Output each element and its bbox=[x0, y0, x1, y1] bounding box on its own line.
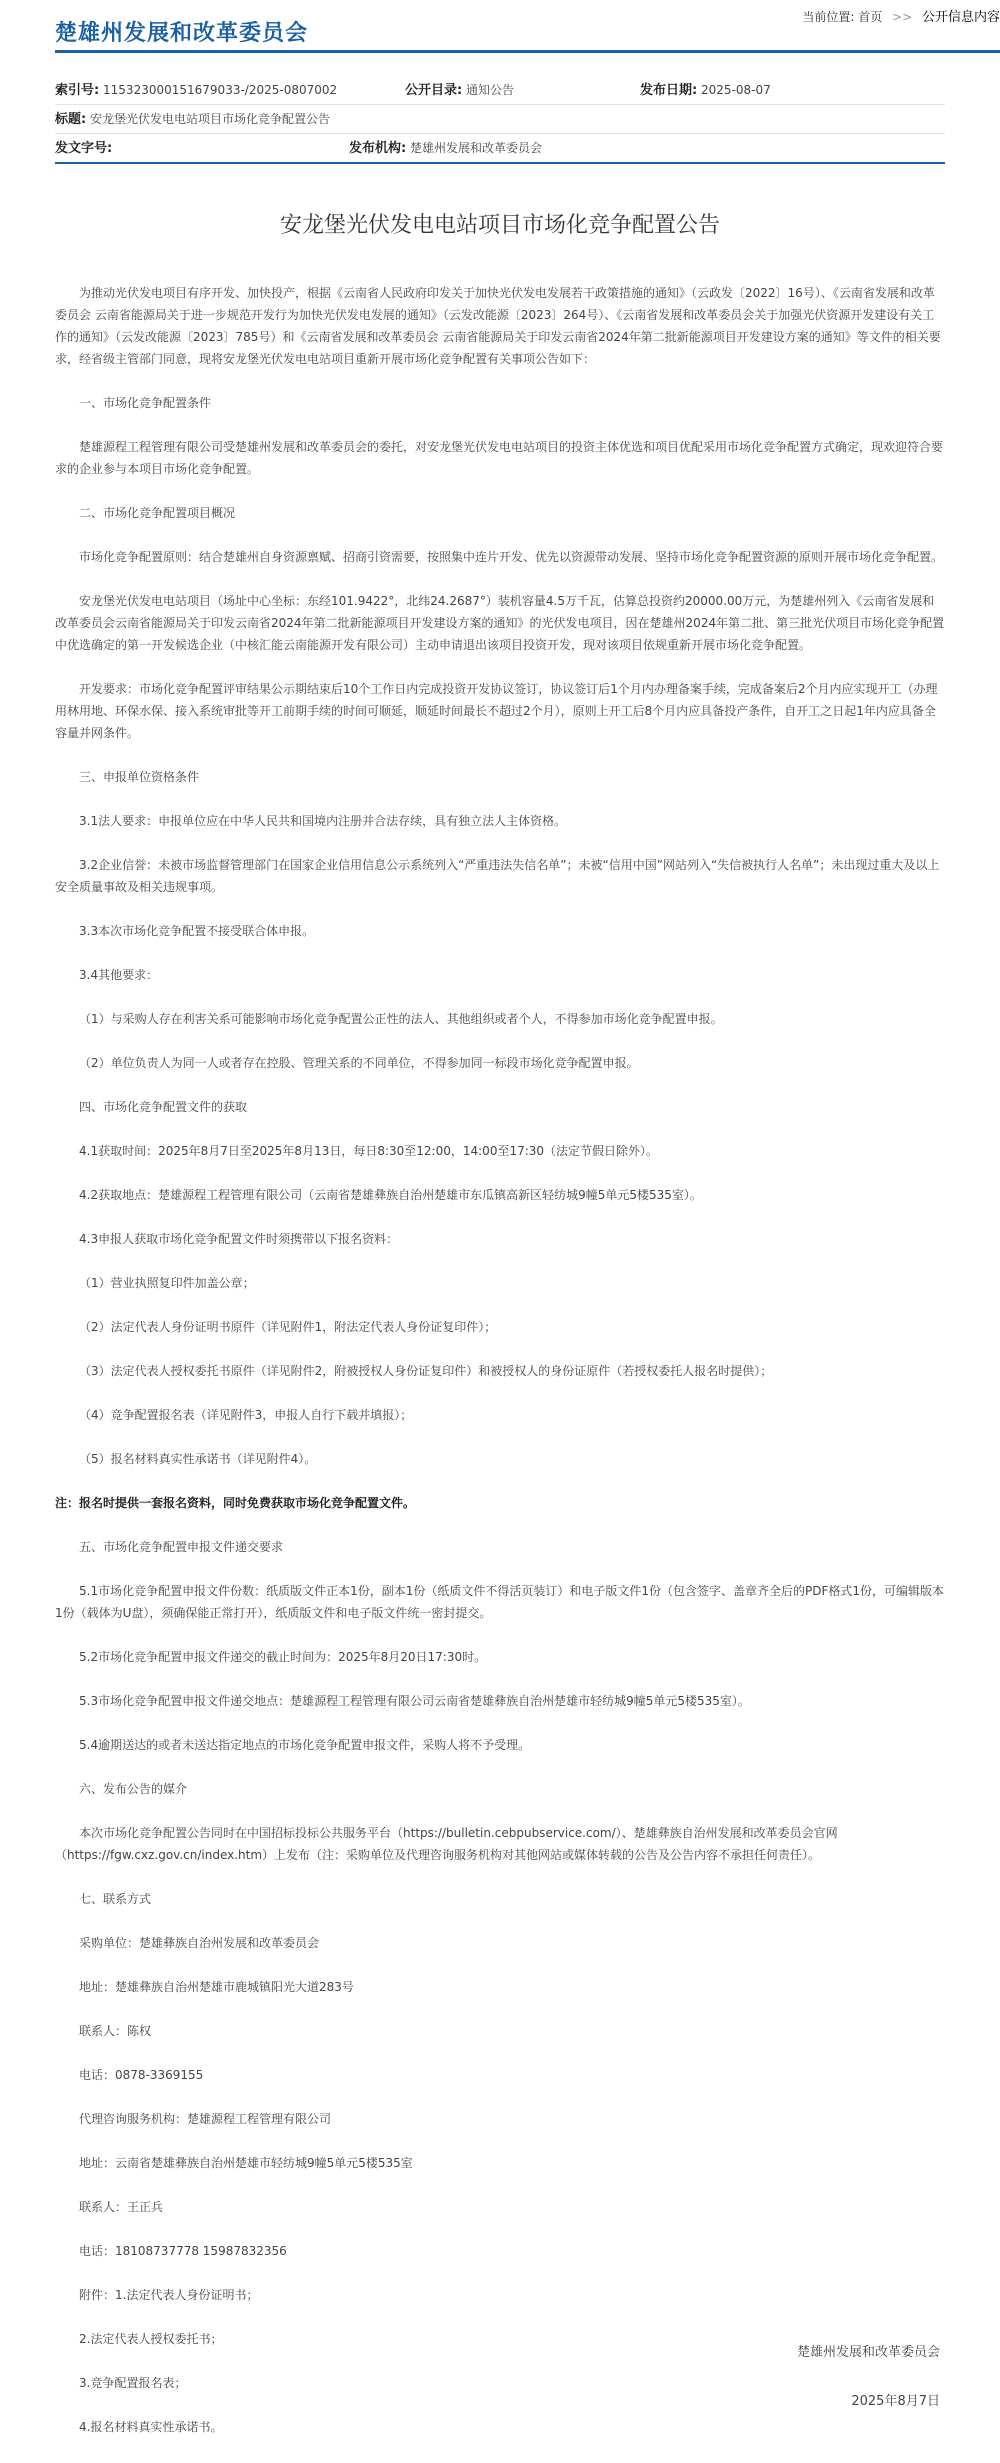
note-paragraph: 注：报名时提供一套报名资料，同时免费获取市场化竞争配置文件。 bbox=[55, 1496, 416, 1510]
paragraph: 市场化竞争配置原则：结合楚雄州自身资源禀赋、招商引资需要，按照集中连片开发、优先以资源带动发展、坚持市场化竞争配置资源的原则开展市场化竞争配置。 bbox=[79, 550, 944, 564]
meta-row bbox=[55, 105, 945, 134]
contact-line: 电话：18108737778 15987832356 bbox=[79, 2244, 287, 2258]
org-field bbox=[349, 134, 542, 163]
paragraph: 5.2市场化竞争配置申报文件递交的截止时间为：2025年8月20日17:30时。 bbox=[79, 1650, 487, 1664]
signature-block bbox=[797, 2341, 940, 2439]
meta-row bbox=[55, 76, 945, 105]
contact-line: 联系人：王正兵 bbox=[79, 2200, 164, 2214]
attachment-item: 3.竞争配置报名表； bbox=[79, 2376, 187, 2390]
article-body bbox=[55, 282, 945, 2460]
subject-label: 标题: bbox=[55, 112, 87, 127]
section-heading: 五、市场化竞争配置申报文件递交要求 bbox=[79, 1540, 284, 1554]
subject-value: 安龙堡光伏发电电站项目市场化竞争配置公告 bbox=[90, 112, 331, 126]
paragraph: 本次市场化竞争配置公告同时在中国招标投标公共服务平台（https://bulletin.cebpubservice.com/）、楚雄彝族自治州发展和改革委员会官网（https://fgw.cxz.gov.cn/index.htm）上发布（注：采购单位及代理咨询服务机构对其他网站或媒体转载的公告及公告内容不承担任何责任）。 bbox=[55, 1826, 838, 1862]
docno-field bbox=[55, 134, 112, 163]
paragraph: （2）单位负责人为同一人或者存在控股、管理关系的不同单位，不得参加同一标段市场化竞争配置申报。 bbox=[79, 1056, 639, 1070]
signer: 楚雄州发展和改革委员会 bbox=[796, 2345, 940, 2360]
catalog-label: 公开目录: bbox=[405, 83, 463, 98]
section-heading: 三、申报单位资格条件 bbox=[79, 770, 200, 784]
paragraph: 5.3市场化竞争配置申报文件递交地点：楚雄源程工程管理有限公司云南省楚雄彝族自治州楚雄市轻纺城9幢5单元5楼535室）。 bbox=[79, 1694, 750, 1708]
attachment-item: 附件：1.法定代表人身份证明书； bbox=[79, 2288, 259, 2302]
section-heading: 七、联系方式 bbox=[79, 1892, 152, 1906]
paragraph: （1）与采购人存在利害关系可能影响市场化竞争配置公正性的法人、其他组织或者个人，不得参加市场化竞争配置申报。 bbox=[79, 1012, 723, 1026]
paragraph: 4.2获取地点：楚雄源程工程管理有限公司（云南省楚雄彝族自治州楚雄市东瓜镇高新区轻纺城9幢5单元5楼535室）。 bbox=[79, 1188, 702, 1202]
date-label: 发布日期: bbox=[640, 83, 698, 98]
catalog-value: 通知公告 bbox=[466, 83, 515, 97]
meta-row bbox=[55, 134, 945, 162]
org-value: 楚雄州发展和改革委员会 bbox=[410, 141, 543, 155]
breadcrumb-current: 公开信息内容 bbox=[921, 10, 1000, 25]
paragraph: 开发要求：市场化竞争配置评审结果公示期结束后10个工作日内完成投资开发协议签订，协议签订后1个月内办理备案手续，完成备案后2个月内应实现开工（办理用林用地、环保水保、接入系统审批等开工前期手续的时间可顺延，顺延时间最长不超过2个月），原则上开工后8个月内应具备投产条件，自开工之日起1年内应具备全容量并网条件。 bbox=[55, 682, 938, 740]
contact-line: 地址：楚雄彝族自治州楚雄市鹿城镇阳光大道283号 bbox=[79, 1980, 354, 1994]
paragraph: 安龙堡光伏发电电站项目（场址中心坐标：东经101.9422°，北纬24.2687°）装机容量4.5万千瓦，估算总投资约20000.00万元，为楚雄州列入《云南省发展和改革委员会云南省能源局关于印发云南省2024年第二批新能源项目开发建设方案的通知》的光伏发电项目，因在楚雄州2024年第二批、第三批光伏项目市场化竞争配置中优选确定的第一开发候选企业（中核汇能云南能源开发有限公司）主动申请退出该项目投资开发，现对该项目依规重新开展市场化竞争配置。 bbox=[55, 594, 945, 652]
attachment-item: 2.法定代表人授权委托书； bbox=[79, 2332, 223, 2346]
header-divider bbox=[55, 50, 1000, 53]
list-item: （3）法定代表人授权委托书原件（详见附件2，附被授权人身份证复印件）和被授权人的身份证原件（若授权委托人报名时提供）； bbox=[79, 1364, 773, 1378]
index-field bbox=[55, 76, 337, 105]
section-heading: 一、市场化竞争配置条件 bbox=[79, 396, 212, 410]
paragraph: 3.4其他要求： bbox=[79, 968, 159, 982]
contact-line: 地址：云南省楚雄彝族自治州楚雄市轻纺城9幢5单元5楼535室 bbox=[79, 2156, 413, 2170]
article-title: 安龙堡光伏发电电站项目市场化竞争配置公告 bbox=[279, 213, 720, 238]
section-heading: 二、市场化竞争配置项目概况 bbox=[79, 506, 236, 520]
list-item: （5）报名材料真实性承诺书（详见附件4）。 bbox=[79, 1452, 317, 1466]
sign-date: 2025年8月7日 bbox=[851, 2394, 940, 2409]
contact-line: 采购单位：楚雄彝族自治州发展和改革委员会 bbox=[79, 1936, 320, 1950]
intro-paragraph: 为推动光伏发电项目有序开发、加快投产，根据《云南省人民政府印发关于加快光伏发电发展若干政策措施的通知》（云政发〔2022〕16号）、《云南省发展和改革委员会 云南省能源局关于进一步规范开发行为加快光伏发电发展的通知》（云发改能源〔2023〕264号）、《云南省发展和改革委员会关于加强光伏资源开发建设有关工作的通知》（云发改能源〔2023〕785号）和《云南省发展和改革委员会 云南省能源局关于印发云南省2024年第二批新能源项目开发建设方案的通知》等文件的相关要求，经省级主管部门同意，现将安龙堡光伏发电电站项目重新开展市场化竞争配置有关事项公告如下： bbox=[55, 286, 941, 366]
index-value: 115323000151679033-/2025-0807002 bbox=[103, 83, 338, 97]
section-heading: 四、市场化竞争配置文件的获取 bbox=[79, 1100, 248, 1114]
catalog-field bbox=[405, 76, 514, 105]
breadcrumb-separator: >> bbox=[892, 10, 913, 24]
docno-label: 发文字号: bbox=[55, 141, 113, 156]
org-label: 发布机构: bbox=[349, 141, 407, 156]
breadcrumb bbox=[802, 6, 1000, 25]
paragraph: 5.1市场化竞争配置申报文件份数：纸质版文件正本1份，副本1份（纸质文件不得活页装订）和电子版文件1份（包含签字、盖章齐全后的PDF格式1份，可编辑版本1份（载体为U盘），须确保能正常打开），纸质版文件和电子版文件统一密封提交。 bbox=[55, 1584, 945, 1620]
paragraph: 4.3申报人获取市场化竞争配置文件时须携带以下报名资料： bbox=[79, 1232, 399, 1246]
section-heading: 六、发布公告的媒介 bbox=[79, 1782, 188, 1796]
date-field bbox=[640, 76, 771, 105]
subject-field bbox=[55, 105, 330, 134]
contact-line: 电话：0878-3369155 bbox=[79, 2068, 204, 2082]
paragraph: 楚雄源程工程管理有限公司受楚雄州发展和改革委员会的委托，对安龙堡光伏发电电站项目的投资主体优选和项目优配采用市场化竞争配置方式确定，现欢迎符合要求的企业参与本项目市场化竞争配置。 bbox=[55, 440, 944, 476]
site-title[interactable]: 楚雄州发展和改革委员会 bbox=[55, 21, 309, 46]
contact-line: 代理咨询服务机构：楚雄源程工程管理有限公司 bbox=[79, 2112, 332, 2126]
attachment-item: 4.报名材料真实性承诺书。 bbox=[79, 2420, 223, 2434]
index-label: 索引号: bbox=[55, 83, 100, 98]
paragraph: 5.4逾期送达的或者未送达指定地点的市场化竞争配置申报文件，采购人将不予受理。 bbox=[79, 1738, 531, 1752]
date-value: 2025-08-07 bbox=[701, 83, 771, 97]
list-item: （2）法定代表人身份证明书原件（详见附件1，附法定代表人身份证复印件）； bbox=[79, 1320, 497, 1334]
list-item: （1）营业执照复印件加盖公章； bbox=[79, 1276, 255, 1290]
header bbox=[0, 0, 1000, 60]
meta-table bbox=[55, 76, 945, 164]
paragraph: 3.3本次市场化竞争配置不接受联合体申报。 bbox=[79, 924, 315, 938]
contact-line: 联系人：陈权 bbox=[79, 2024, 152, 2038]
breadcrumb-label: 当前位置: bbox=[802, 10, 855, 24]
list-item: （4）竞争配置报名表（详见附件3，申报人自行下载并填报）； bbox=[79, 1408, 413, 1422]
paragraph: 3.2企业信誉：未被市场监督管理部门在国家企业信用信息公示系统列入“严重违法失信名单”；未被“信用中国”网站列入“失信被执行人名单”；未出现过重大及以上安全质量事故及相关违规事项。 bbox=[55, 858, 940, 894]
breadcrumb-home-link[interactable]: 首页 bbox=[858, 10, 883, 24]
paragraph: 4.1获取时间：2025年8月7日至2025年8月13日，每日8:30至12:00，14:00至17:30（法定节假日除外）。 bbox=[79, 1144, 659, 1158]
paragraph: 3.1法人要求：申报单位应在中华人民共和国境内注册并合法存续，具有独立法人主体资格。 bbox=[79, 814, 567, 828]
